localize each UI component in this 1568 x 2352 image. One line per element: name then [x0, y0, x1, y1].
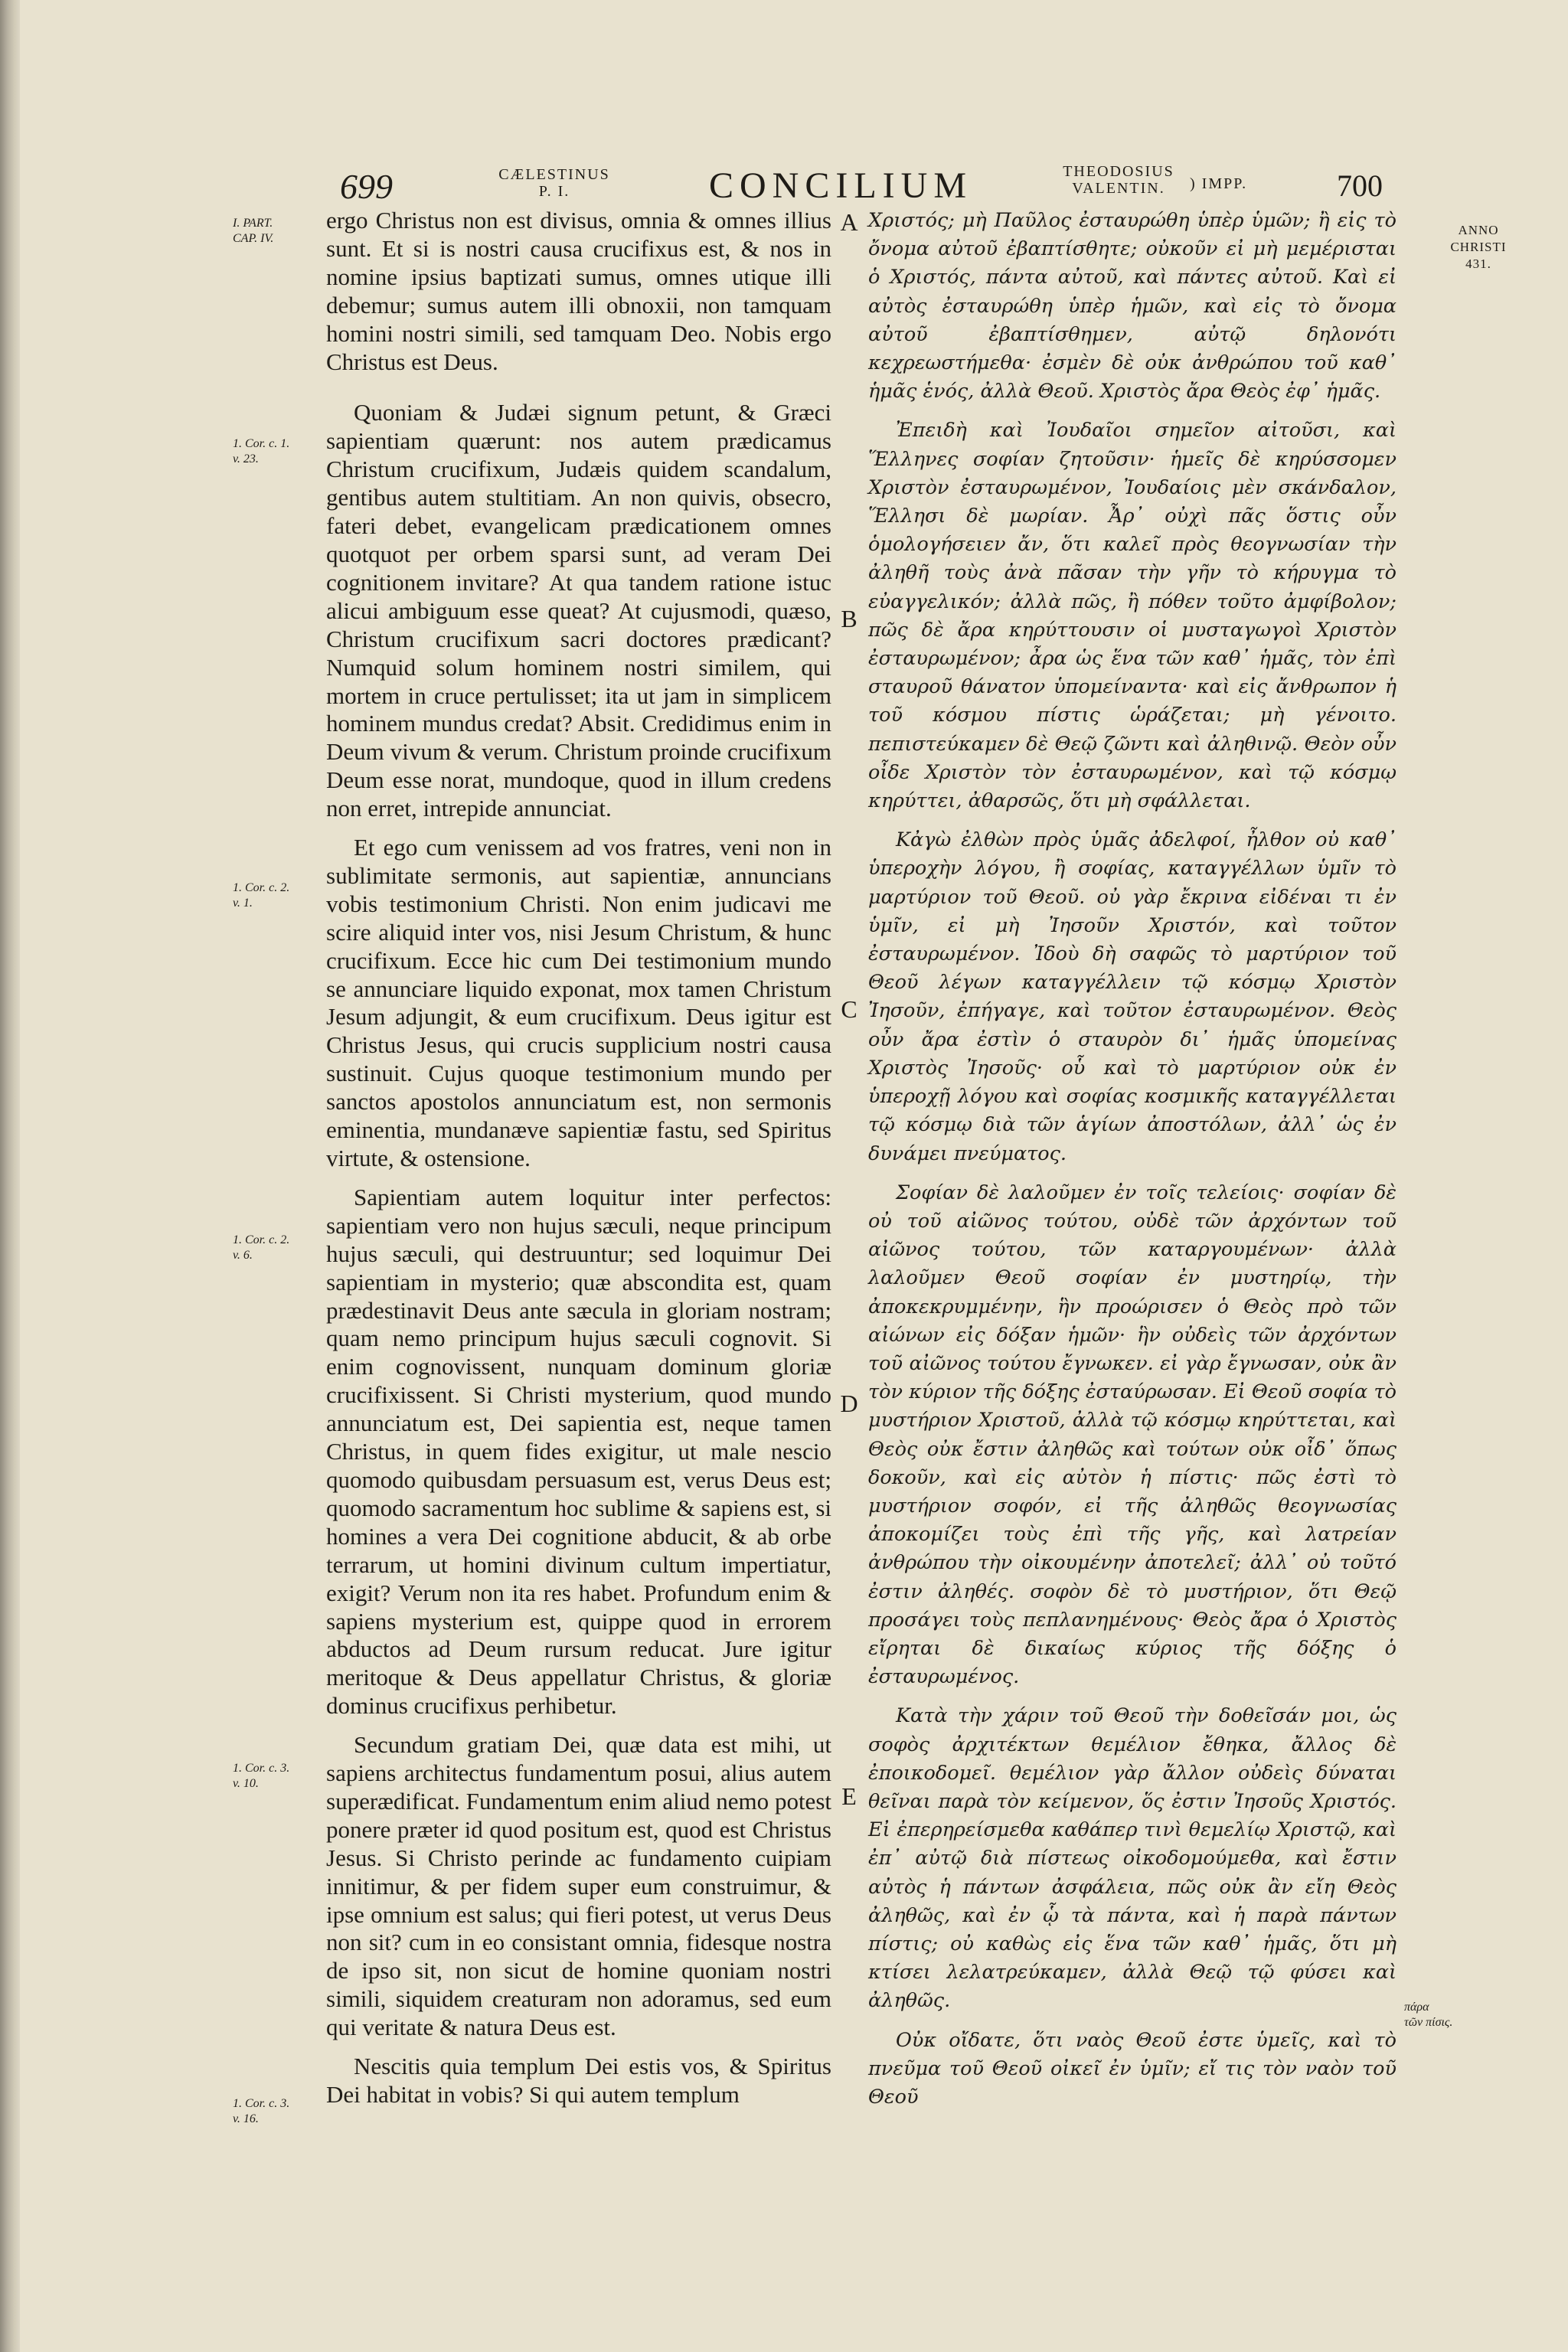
latin-text: Secundum gratiam Dei, quæ data est mihi, ut sapiens architectus fundamentum posui, alius autem superædificat. Fundamentum enim aliud nemo potest ponere præter id quod positum est, quod est Christus Jesus. Si Christo perinde ac fundamento cuipiam innitimur, & per fidem super eum construimur, & ipse omnium est salus; qui fieri potest, ut verus Deus non sit? cum in eo consistant omnia, fidesque nostra de ipso sit, non sicut de homine quoniam nostri simili, siquidem creaturam non adoramus, sed eum qui veritate & natura Deus est. [326, 1731, 831, 2041]
latin-text: Quoniam & Judæi signum petunt, & Græci sapientiam quærunt: nos autem prædicamus Christum crucifixum, Judæis quidem scandalum, gentibus autem stultitiam. An non quivis, obsecro, fateri debet, evangelicam prædicationem omnes quotquot per orbem sparsi sunt, ad veram Dei cognitionem invitare? At qua tandem ratione istuc alicui ambiguum esse queat? At cujusmodi, quæso, Christum crucifixum sacri doctores prædicant? Numquid solum hominem nostri similem, qui mortem in cruce pertulisset; ita ut jam in simplicem hominem mundus credat? Absit. Credidimus enim in Deum vivum & verum. Christum proinde crucifixum Deum esse norat, mundoque, quod in illum credens non erret, intrepide annunciat. [326, 399, 831, 822]
latin-text: Et ego cum venissem ad vos fratres, veni non in sublimitate sermonis, aut sapientiæ, annuncians vobis testimonium Christi. Non enim judicavi me scire aliquid inter vos, nisi Jesum Christum, & hunc crucifixum. Ecce hic cum Dei testimonium mundo se annunciare liquido exponat, mox tamen Christum Jesum adjungit, & eum crucifixum. Deus igitur est Christus Jesus, qui crucis supplicium nostri causa sustinuit. Cujus quoque testimonium mundo per sanctos apostolos annunciatum est, non sermonis eminentia, mundanæve sapientiæ fastu, sed Spiritus virtute, & ostensione. [326, 834, 831, 1171]
greek-text: Οὐκ οἴδατε, ὅτι ναὸς Θεοῦ ἐστε ὑμεῖς, καὶ τὸ πνεῦμα τοῦ Θεοῦ οἰκεῖ ἐν ὑμῖν; εἴ τις τὸν ναὸν τοῦ Θεοῦ [868, 2028, 1396, 2109]
greek-paragraph [868, 207, 1396, 406]
book-page [20, 0, 1568, 2352]
margin-ref-1cor2-6 [233, 1233, 325, 1263]
greek-text: Κατὰ τὴν χάριν τοῦ Θεοῦ τὴν δοθεῖσάν μοι, ὡς σοφὸς ἀρχιτέκτων θεμέλιον ἔθηκα, ἄλλος δὲ ἐποικοδομεῖ. θεμέλιον γὰρ ἄλλον οὐδεὶς δύναται θεῖναι παρὰ τὸν κείμενον, ὅς ἐστιν Ἰησοῦς Χριστός. Εἰ ἐπερηρείσμεθα καθάπερ τινὶ θεμελίῳ Χριστῷ, καὶ ἐπ᾽ αὐτῷ διὰ πίστεως οἰκοδομούμεθα, καὶ ἔστιν αὐτὸς ἡ πάντων ἀσφάλεια, πῶς οὐκ ἂν εἴη Θεὸς ἀληθῶς, καὶ ἐν ᾧ τὰ πάντα, καὶ ἡ παρὰ πάντων πίστις; οὐ καθὼς εἰς ἕνα τῶν καθ᾽ ἡμᾶς, ὅτι μὴ κτίσει λελατρεύκαμεν, ἀλλὰ Θεῷ τῷ φύσει καὶ ἀληθῶς. [868, 1704, 1396, 2013]
margin-ref-line2: v. 10. [233, 1777, 259, 1790]
header-emperor-1: THEODOSIUS [1063, 163, 1174, 180]
margin-ref-line2: v. 1. [233, 897, 253, 910]
latin-text: Sapientiam autem loquitur inter perfectos: sapientiam vero non hujus sæculi, neque principum hujus sæculi, qui destruuntur; sed loquimur Dei sapientiam in mysterio; quæ abscondita est, quam prædestinavit Deus ante sæcula in gloriam nostram; quam nemo principum hujus sæculi cognovit. Si enim cognovissent, nunquam dominum gloriæ crucifixissent. Si Christi mysterium, quod mundo annunciatum est, Dei sapientia est, neque tamen Christus, in quem fides exigitur, ut male nescio quomodo quibusdam persuasum est, verus Deus est; quomodo sacramentum hoc sublime & sapiens est, si homines a vera Dei cognitione abducit, & ab orbe terrarum, ut homini divinum cultum impertiatur, exigit? Verum non ita res habet. Profundum enim & sapiens mysterium est, quippe quod in errorem abductos ad Deum rursum reducat. Jure igitur meritoque & Deus appellatur Christus, & gloriæ dominus crucifixus perhibetur. [326, 1183, 831, 1720]
header-emperors [1050, 163, 1187, 197]
section-letter-c: C [841, 995, 858, 1023]
margin-ref-1cor3-16 [233, 2096, 325, 2127]
header-impp: ) IMPP. [1190, 175, 1248, 192]
margin-ref-line1: 1. Cor. c. 2. [233, 881, 290, 894]
latin-paragraph [326, 1184, 831, 1720]
margin-ref-1cor2-1 [233, 880, 325, 911]
latin-text: ergo Christus non est divisus, omnia & omnes illius sunt. Et si is nostri causa crucifixus est, & nos in nomine ipsius baptizati sumus, omnes utique illi debemur; sumus autem illi obnoxii, non tamquam homini nostri simili, sed tamquam Deo. Nobis ergo Christus est Deus. [326, 207, 831, 375]
anno-label: ANNO [1458, 223, 1499, 237]
variant-line2: τῶν πίσις. [1404, 2016, 1453, 2029]
section-letter-d: D [840, 1390, 858, 1417]
margin-ref-line2: v. 23. [233, 452, 259, 466]
latin-paragraph [326, 1731, 831, 2042]
margin-ref-line1: 1. Cor. c. 3. [233, 1762, 290, 1775]
header-pope [493, 166, 616, 200]
margin-ref-line2: v. 6. [233, 1249, 253, 1262]
section-letter-e: E [841, 1782, 857, 1810]
page-number-left: 699 [340, 167, 393, 206]
latin-paragraph [326, 207, 831, 376]
greek-text: Κἀγὼ ἐλθὼν πρὸς ὑμᾶς ἀδελφοί, ἦλθον οὐ καθ᾽ ὑπεροχὴν λόγου, ἢ σοφίας, καταγγέλλων ὑμῖν τὸ μαρτύριον τοῦ Θεοῦ. οὐ γὰρ ἔκρινα εἰδέναι τι ἐν ὑμῖν, εἰ μὴ Ἰησοῦν Χριστόν, καὶ τοῦτον ἐσταυρωμένον. Ἰδοὺ δὴ σαφῶς τὸ μαρτύριον τοῦ Θεοῦ λέγων καταγγέλλειν τῷ κόσμῳ Χριστὸν Ἰησοῦν, ἐπήγαγε, καὶ τοῦτον ἐσταυρωμένον. Θεὸς οὖν ἄρα ἐστὶν ὁ σταυρὸν δι᾽ ἡμᾶς ὑπομείνας Χριστὸς Ἰησοῦς· οὗ καὶ τὸ μαρτύριον οὐκ ἐν ὑπεροχῇ λόγου καὶ σοφίας κοσμικῆς καταγγέλλεται τῷ κόσμῳ διὰ τῶν ἁγίων ἀποστόλων, ἀλλ᾽ ὡς ἐν δυνάμει πνεύματος. [868, 828, 1396, 1165]
greek-paragraph [868, 826, 1396, 1168]
margin-ref-1cor3-10 [233, 1761, 325, 1792]
greek-paragraph [868, 416, 1396, 815]
variant-line1: πάρα [1404, 2001, 1429, 2014]
latin-paragraph [326, 399, 831, 823]
header-title: CONCILIUM [709, 165, 972, 206]
section-letter-b: B [841, 605, 858, 632]
header-emperor-2: VALENTIN. [1072, 180, 1165, 197]
margin-ref-line1: I. PART. [233, 217, 273, 230]
greek-column [868, 207, 1396, 2122]
latin-column [326, 207, 831, 2120]
margin-ref-line1: 1. Cor. c. 2. [233, 1233, 290, 1246]
margin-ref-line1: 1. Cor. c. 3. [233, 2097, 290, 2110]
header-pope-number: P. I. [538, 183, 570, 200]
christi-label: CHRISTI [1450, 240, 1507, 254]
latin-paragraph [326, 834, 831, 1173]
greek-paragraph [868, 1702, 1396, 2015]
book-spine-edge [0, 0, 20, 2352]
greek-text: Χριστός; μὴ Παῦλος ἐσταυρώθη ὑπὲρ ὑμῶν; ἢ εἰς τὸ ὄνομα αὐτοῦ ἐβαπτίσθητε; οὐκοῦν εἰ μὴ μεμέρισται ὁ Χριστός, πάντα αὐτοῦ, καὶ πάντες αὐτοῦ. Καὶ εἰ αὐτὸς ἐσταυρώθη ὑπὲρ ἡμῶν, καὶ εἰς τὸ ὄνομα αὐτοῦ ἐβαπτίσθημεν, αὐτῷ δηλονότι κεχρεωστήμεθα· ἐσμὲν δὲ οὐκ ἀνθρώπου τοῦ καθ᾽ ἡμᾶς ἑνός, ἀλλὰ Θεοῦ. Χριστὸς ἄρα Θεὸς ἐφ᾽ ἡμᾶς. [868, 209, 1396, 403]
header-pope-name: CÆLESTINUS [498, 166, 610, 183]
greek-text: Ἐπειδὴ καὶ Ἰουδαῖοι σημεῖον αἰτοῦσι, καὶ Ἕλληνες σοφίαν ζητοῦσιν· ἡμεῖς δὲ κηρύσσομεν Χριστὸν ἐσταυρωμένον, Ἰουδαίοις μὲν σκάνδαλον, Ἕλλησι δὲ μωρίαν. Ἆρ᾽ οὐχὶ πᾶς ὅστις οὖν ὁμολογήσειεν ἄν, ὅτι καλεῖ πρὸς θεογνωσίαν τὴν ἀληθῆ τοὺς ἀνὰ πᾶσαν τὴν γῆν τὸ κήρυγμα τὸ εὐαγγελικόν; ἀλλὰ πῶς, ἢ πόθεν τοῦτο ἀμφίβολον; πῶς δὲ ἄρα κηρύττουσιν οἱ μυσταγωγοὶ Χριστὸν ἐσταυρωμένον; ἆρα ὡς ἕνα τῶν καθ᾽ ἡμᾶς, τὸν ἐπὶ σταυροῦ θάνατον ὑπομείναντα· καὶ εἰς ἄνθρωπον ἡ τοῦ κόσμου πίστις ὡράζεται; μὴ γένοιτο. πεπιστεύκαμεν δὲ Θεῷ ζῶντι καὶ ἀληθινῷ. Θεὸν οὖν οἶδε Χριστὸν τὸν ἐσταυρωμένον, καὶ τῷ κόσμῳ κηρύττει, ἀθαρσῶς, ὅτι μὴ σφάλλεται. [868, 419, 1396, 813]
margin-ref-line1: 1. Cor. c. 1. [233, 437, 290, 450]
section-letter-a: A [840, 208, 858, 236]
margin-ref-line2: CAP. IV. [233, 232, 274, 245]
latin-text: Nescitis quia templum Dei estis vos, & Spiritus Dei habitat in vobis? Si qui autem templum [326, 2053, 831, 2108]
greek-paragraph [868, 1179, 1396, 1692]
greek-paragraph [868, 2027, 1396, 2112]
anno-christi-note [1436, 222, 1521, 273]
greek-margin-variant [1404, 2000, 1473, 2030]
page-number-right: 700 [1337, 168, 1383, 203]
latin-paragraph [326, 2053, 831, 2109]
margin-ref-part [233, 216, 325, 247]
anno-year: 431. [1465, 256, 1491, 271]
margin-ref-line2: v. 16. [233, 2112, 259, 2125]
margin-ref-1cor1 [233, 436, 325, 467]
greek-text: Σοφίαν δὲ λαλοῦμεν ἐν τοῖς τελείοις· σοφίαν δὲ οὐ τοῦ αἰῶνος τούτου, οὐδὲ τῶν ἀρχόντων τοῦ αἰῶνος τούτου, τῶν καταργουμένων· ἀλλὰ λαλοῦμεν Θεοῦ σοφίαν ἐν μυστηρίῳ, τὴν ἀποκεκρυμμένην, ἣν προώρισεν ὁ Θεὸς πρὸ τῶν αἰώνων εἰς δόξαν ἡμῶν· ἣν οὐδεὶς τῶν ἀρχόντων τοῦ αἰῶνος τούτου ἔγνωκεν. εἰ γὰρ ἔγνωσαν, οὐκ ἂν τὸν κύριον τῆς δόξης ἐσταύρωσαν. Εἰ Θεοῦ σοφία τὸ μυστήριον Χριστοῦ, ἀλλὰ τῷ κόσμῳ κηρύττεται, καὶ Θεὸς οὐκ ἔστιν ἀληθῶς καὶ τούτων οὐκ οἶδ᾽ ὅπως δοκοῦν, καὶ εἰς αὐτὸν ἡ πίστις· πῶς ἐστὶ τὸ μυστήριον σοφόν, εἰ τῆς ἀληθῶς θεογνωσίας ἀποκομίζει τοὺς ἐπὶ τῆς γῆς, καὶ λατρείαν ἀνθρώπου τὴν οἰκουμένην ἀποτελεῖ; ἀλλ᾽ οὐ τοῦτό ἐστιν ἀληθές. σοφὸν δὲ τὸ μυστήριον, ὅτι Θεῷ προσάγει τοὺς πεπλανημένους· Θεὸς ἄρα ὁ Χριστὸς εἴρηται δὲ δικαίως κύριος τῆς δόξης ὁ ἐσταυρωμένος. [868, 1181, 1396, 1689]
